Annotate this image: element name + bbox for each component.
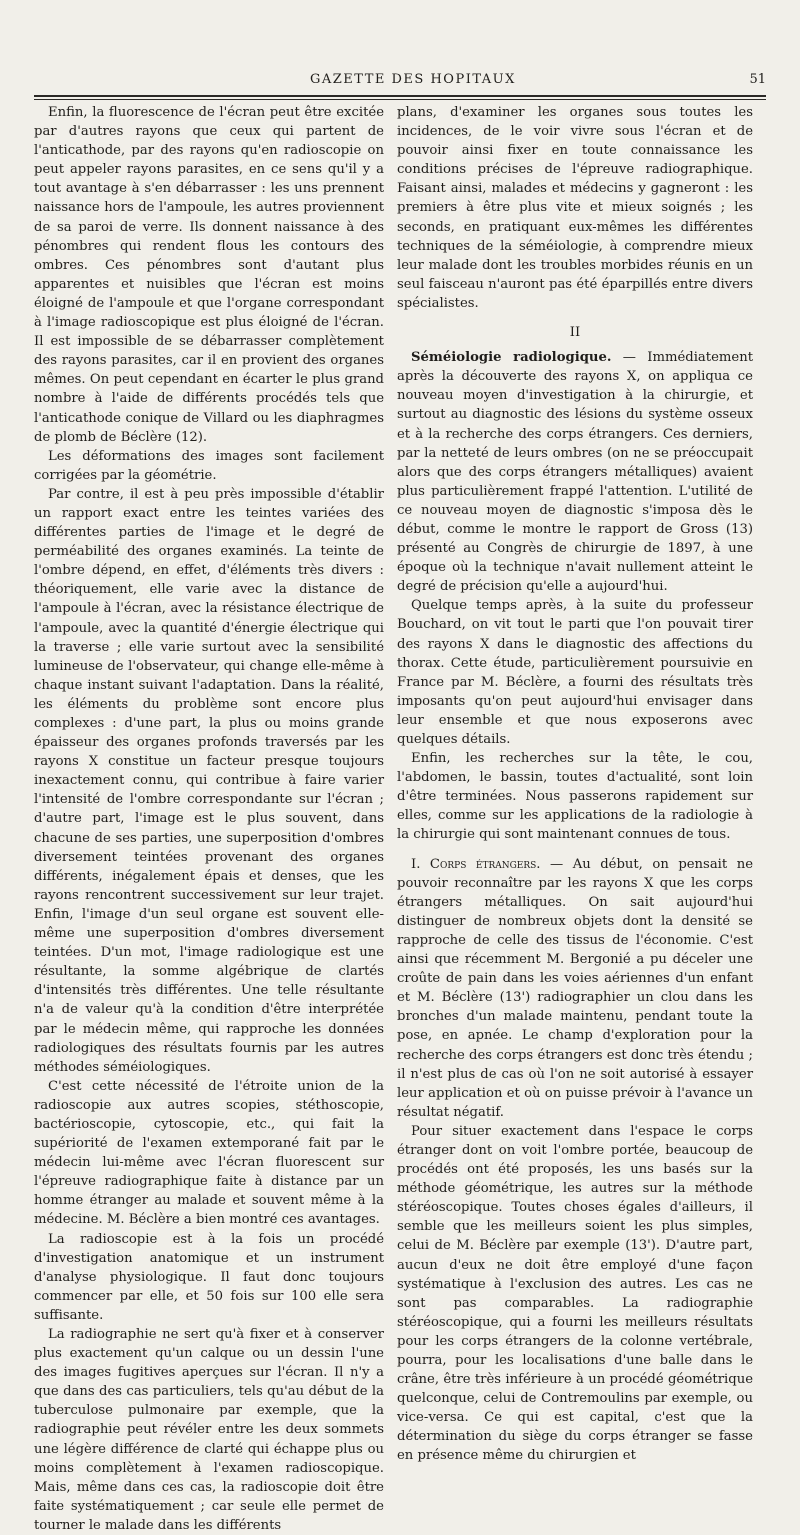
paragraph-text: — Au début, on pensait ne pouvoir reconnaître par les rayons X que les corps étrangers métalliques. On sait aujourd'hui distinguer de nombreux objets dont la densité se rapproche de celle des tissus de l'économie. C'est ainsi que récemment M. Bergonié a pu déceler une croûte de pain dans les voies aériennes d'un enfant et M. Béclère (13') radiographier un clou dans les bronches d'un malade maintenu, pendant toute la pose, en apnée. Le champ d'exploration pour la recherche des corps étrangers est donc très étendu ; il n'est plus de cas où l'on ne soit autorisé à essayer leur application et où on puisse prévoir à l'avance un résultat négatif. bbox=[397, 856, 753, 1120]
paragraph: Quelque temps après, à la suite du professeur Bouchard, on vit tout le parti que l'on pouvait tirer des rayons X dans le diagnostic des affections du thorax. Cette étude, particulièrement poursuivie en France par M. Béclère, a fourni des résultats très imposants qu'on peut aujourd'hui envisager dans leur ensemble et que nous exposerons avec quelques détails. bbox=[397, 598, 753, 747]
paragraph: Enfin, la fluorescence de l'écran peut être excitée par d'autres rayons que ceux qui partent de l'anticathode, par des rayons qu'en radioscopie on peut appeler rayons parasites, en ce sens qu'il y a tout avantage à s'en débarrasser : les uns prennent naissance hors de l'ampoule, les autres proviennent de sa paroi de verre. Ils donnent naissance à des pénombres qui rendent flous les contours des ombres. Ces pénombres sont d'autant plus apparentes et nuisibles que l'écran est moins éloigné de l'ampoule et que l'organe correspondant à l'image radioscopique est plus éloigné de l'écran. Il est impossible de se débarrasser complètement des rayons parasites, car il en provient des organes mêmes. On peut cependant en écarter le plus grand nombre à l'aide de différents procédés tels que l'anticathode conique de Villard ou les diaphragmes de plomb de Béclère (12). bbox=[34, 105, 384, 445]
paragraph: Enfin, les recherches sur la tête, le cou, l'abdomen, le bassin, toutes d'actualité, sont loin d'être terminées. Nous passerons rapidement sur elles, comme sur les applications de la radiologie à la chirurgie qui sont maintenant connues de tous. bbox=[397, 751, 753, 843]
section-title: Séméiologie radiologique. bbox=[411, 350, 612, 366]
paragraph: Par contre, il est à peu près impossible d'établir un rapport exact entre les teintes variées des différentes parties de l'image et le degré de perméabilité des organes examinés. La teinte de l'ombre dépend, en effet, d'éléments très divers : théoriquement, elle varie avec la distance de l'ampoule à l'écran, avec la résistance électrique de l'ampoule, avec la quantité d'énergie électrique qui la traverse ; elle varie surtout avec la sensibilité lumineuse de l'observateur, qui change elle-même à chaque instant suivant l'adaptation. Dans la réalité, les éléments du problème sont encore plus complexes : d'une part, la plus ou moins grande épaisseur des organes profonds traversés par les rayons X constitue un facteur presque toujours inexactement connu, qui contribue à faire varier l'intensité de l'ombre correspondante sur l'écran ; d'autre part, l'image est le plus souvent, dans chacune de ses parties, une superposition d'ombres diversement teintées provenant des organes différents, inégalement épais et denses, que les rayons rencontrent successivement sur leur trajet. Enfin, l'image d'un seul organe est souvent elle-même une superposition d'ombres diversement teintées. D'un mot, l'image radiologique est une résultante, la somme algébrique de clartés d'intensités très différentes. Une telle résultante n'a de valeur qu'à la condition d'être interprétée par le médecin même, qui rapproche les données radiologiques des résultats fournis par les autres méthodes séméiologiques. bbox=[34, 486, 384, 1075]
section-number: II bbox=[569, 325, 581, 341]
journal-title: GAZETTE DES HOPITAUX bbox=[310, 72, 516, 87]
page-header bbox=[0, 72, 800, 90]
paragraph bbox=[397, 348, 753, 596]
paragraph: Pour situer exactement dans l'espace le corps étranger dont on voit l'ombre portée, beaucoup de procédés ont été proposés, les uns basés sur la méthode géométrique, les autres sur la méthode stéréoscopique. Toutes choses égales d'ailleurs, il semble que les meilleurs soient les plus simples, celui de M. Béclère par exemple (13'). D'autre part, aucun d'eux ne doit être employé d'une façon systématique à l'exclusion des autres. Les cas ne sont pas comparables. La radiographie stéréoscopique, qui a fourni les meilleurs résultats pour les corps étrangers de la colonne vertébrale, pourra, pour les localisations d'une balle dans le crâne, être très inférieure à un procédé géométrique quelconque, celui de Contremoulins par exemple, ou vice-versa. Ce qui est capital, c'est que la détermination du siège du corps étranger se fasse en présence même du chirurgien et bbox=[397, 1123, 753, 1464]
paragraph: plans, d'examiner les organes sous toutes les incidences, de le voir vivre sous l'écran et de pouvoir ainsi fixer en toute connaissance les conditions précises de l'épreuve radiographique. Faisant ainsi, malades et médecins y gagneront : les premiers à être plus vite et mieux soignés ; les seconds, en pratiquant eux-mêmes les différentes techniques de la séméiologie, à comprendre mieux leur malade dont les troubles morbides réunis en un seul faisceau n'auront pas été éparpillés entre divers spécialistes. bbox=[397, 105, 753, 311]
right-column bbox=[397, 103, 753, 1466]
paragraph bbox=[397, 855, 753, 1122]
page-number: 51 bbox=[749, 72, 766, 87]
paragraph: Les déformations des images sont facilement corrigées par la géométrie. bbox=[34, 448, 384, 483]
paragraph: La radiographie ne sert qu'à fixer et à conserver plus exactement qu'un calque ou un dessin l'une des images fugitives aperçues sur l'écran. Il n'y a que dans des cas particuliers, tels qu'au début de la tuberculose pulmonaire par exemple, que la radiographie peut révéler entre les deux sommets une légère différence de clarté qui échappe plus ou moins complètement à l'examen radioscopique. Mais, même dans ces cas, la radioscopie doit être faite systématiquement ; car seule elle permet de tourner le malade dans les différents bbox=[34, 1327, 384, 1533]
subsection-label: I. Corps étrangers. bbox=[411, 856, 541, 872]
header-rule bbox=[34, 95, 766, 100]
paragraph: C'est cette nécessité de l'étroite union de la radioscopie aux autres scopies, stéthoscopie, bactérioscopie, cytoscopie, etc., qui fait la supériorité de l'examen extemporané fait par le médecin lui-même avec l'écran fluorescent sur l'épreuve radiographique faite à distance par un homme étranger au malade et souvent même à la médecine. M. Béclère a bien montré ces avantages. bbox=[34, 1078, 384, 1228]
paragraph-text: — Immédiatement après la découverte des rayons X, on appliqua ce nouveau moyen d'investigation à la chirurgie, et surtout au diagnostic des lésions du système osseux et à la recherche des corps étrangers. Ces derniers, par la netteté de leurs ombres (on ne se préoccupait alors que des corps étrangers métalliques) avaient plus particulièrement frappé l'attention. L'utilité de ce nouveau moyen de diagnostic s'imposa dès le début, comme le montre le rapport de Gross (13) présenté au Congrès de chirurgie de 1897, à une époque où la technique n'avait nullement atteint le degré de précision qu'elle a aujourd'hui. bbox=[397, 350, 753, 595]
left-column bbox=[34, 103, 384, 1535]
paragraph: La radioscopie est à la fois un procédé d'investigation anatomique et un instrument d'analyse physiologique. Il faut donc toujours commencer par elle, et 50 fois sur 100 elle sera suffisante. bbox=[34, 1231, 384, 1323]
